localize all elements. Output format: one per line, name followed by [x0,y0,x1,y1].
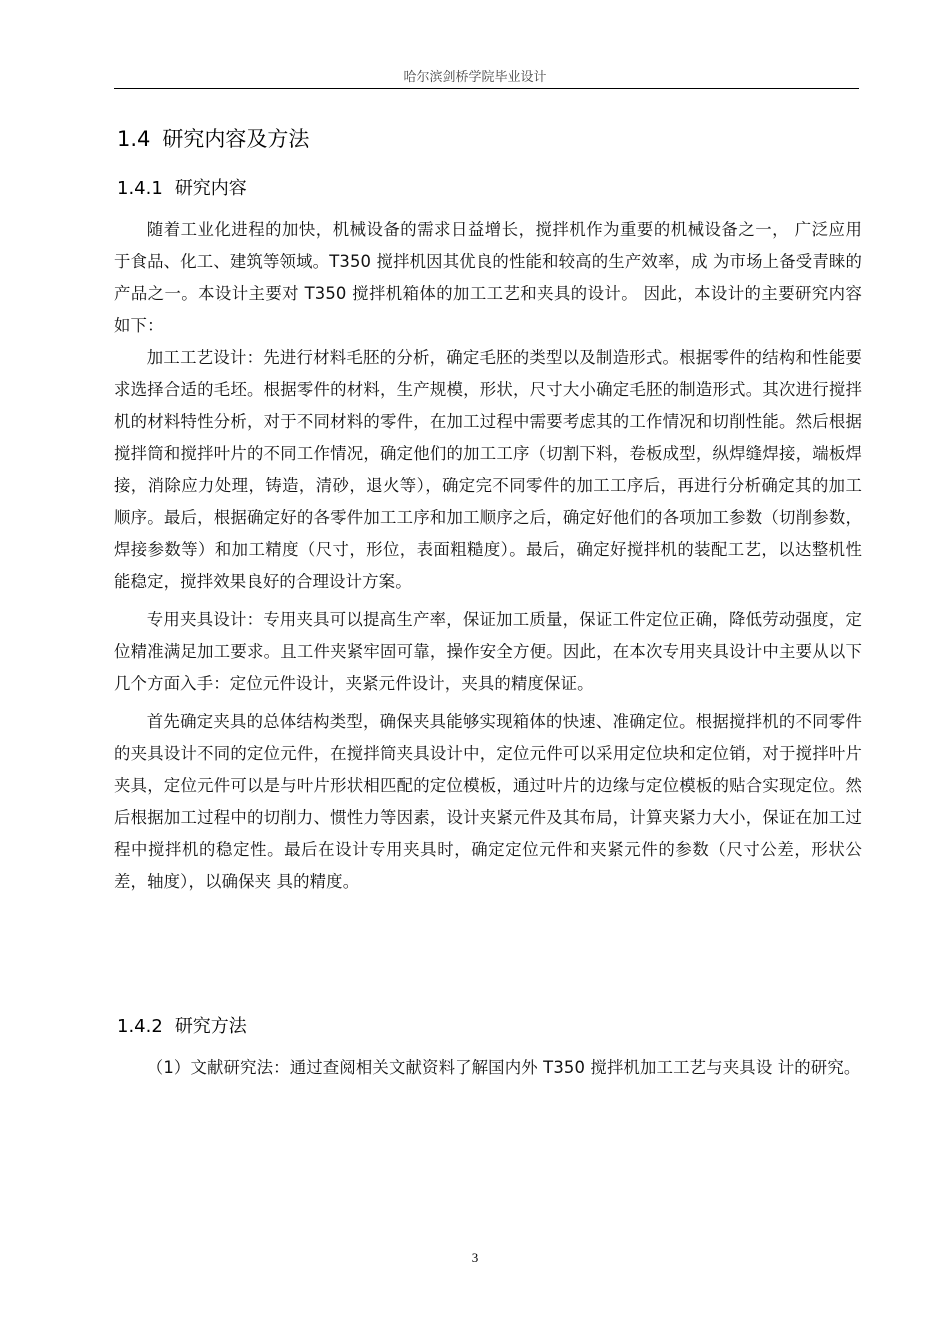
content-body [114,214,862,898]
subsection-title: 研究内容 [174,178,247,199]
section-heading [117,123,309,153]
page-header-title: 哈尔滨剑桥学院毕业设计 [403,70,547,85]
section-number: 1.4 [117,127,151,151]
subsection-title: 研究方法 [174,1016,247,1037]
paragraph-process-design: 加工工艺设计：先进行材料毛胚的分析，确定毛胚的类型以及制造形式。根据零件的结构和性能要求选择合适的毛坯。根据零件的材料，生产规模，形状，尺寸大小确定毛胚的制造形式。其次进行搅拌机的材料特性分析，对于不同材料的零件，在加工过程中需要考虑其的工作情况和切削性能。然后根据搅拌筒和搅拌叶片的不同工作情况，确定他们的加工工序（切割下料，卷板成型，纵焊缝焊接，端板焊接，消除应力处理，铸造，清砂，退火等），确定完不同零件的加工工序后，再进行分析确定其的加工顺序。最后，根据确定好的各零件加工工序和加工顺序之后，确定好他们的各项加工参数（切削参数，焊接参数等）和加工精度（尺寸，形位，表面粗糙度）。最后，确定好搅拌机的装配工艺，以达整机性能稳定，搅拌效果良好的合理设计方案。 [114,348,862,591]
paragraph-intro: 随着工业化进程的加快，机械设备的需求日益增长，搅拌机作为重要的机械设备之一， 广泛应用于食品、化工、建筑等领域。T350 搅拌机因其优良的性能和较高的生产效率，成 为市场上备受青睐的产品之一。本设计主要对 T350 搅拌机箱体的加工工艺和夹具的设计。 因此，本设计的主要研究内容如下： [114,220,862,335]
section-title: 研究内容及方法 [162,127,310,151]
page-number: 3 [471,1250,479,1265]
subsection-number: 1.4.2 [117,1016,163,1037]
paragraph-fixture-structure: 首先确定夹具的总体结构类型，确保夹具能够实现箱体的快速、准确定位。根据搅拌机的不同零件的夹具设计不同的定位元件，在搅拌筒夹具设计中，定位元件可以采用定位块和定位销，对于搅拌叶片夹具，定位元件可以是与叶片形状相匹配的定位模板，通过叶片的边缘与定位模板的贴合实现定位。然后根据加工过程中的切削力、惯性力等因素，设计夹紧元件及其布局，计算夹紧力大小，保证在加工过程中搅拌机的稳定性。最后在设计专用夹具时，确定定位元件和夹紧元件的参数（尺寸公差，形状公差，轴度），以确保夹 具的精度。 [114,712,862,891]
paragraph-method-literature: （1）文献研究法：通过查阅相关文献资料了解国内外 T350 搅拌机加工工艺与夹具设 计的研究。 [146,1058,861,1077]
paragraph-fixture-design: 专用夹具设计：专用夹具可以提高生产率，保证加工质量，保证工件定位正确，降低劳动强度，定位精准满足加工要求。且工件夹紧牢固可靠，操作安全方便。因此，在本次专用夹具设计中主要从以下几个方面入手：定位元件设计，夹紧元件设计，夹具的精度保证。 [114,610,862,693]
header-divider [114,88,859,89]
subsection-heading-content [117,174,247,200]
methods-body [114,1052,862,1084]
subsection-number: 1.4.1 [117,178,163,199]
subsection-heading-methods [117,1012,247,1038]
